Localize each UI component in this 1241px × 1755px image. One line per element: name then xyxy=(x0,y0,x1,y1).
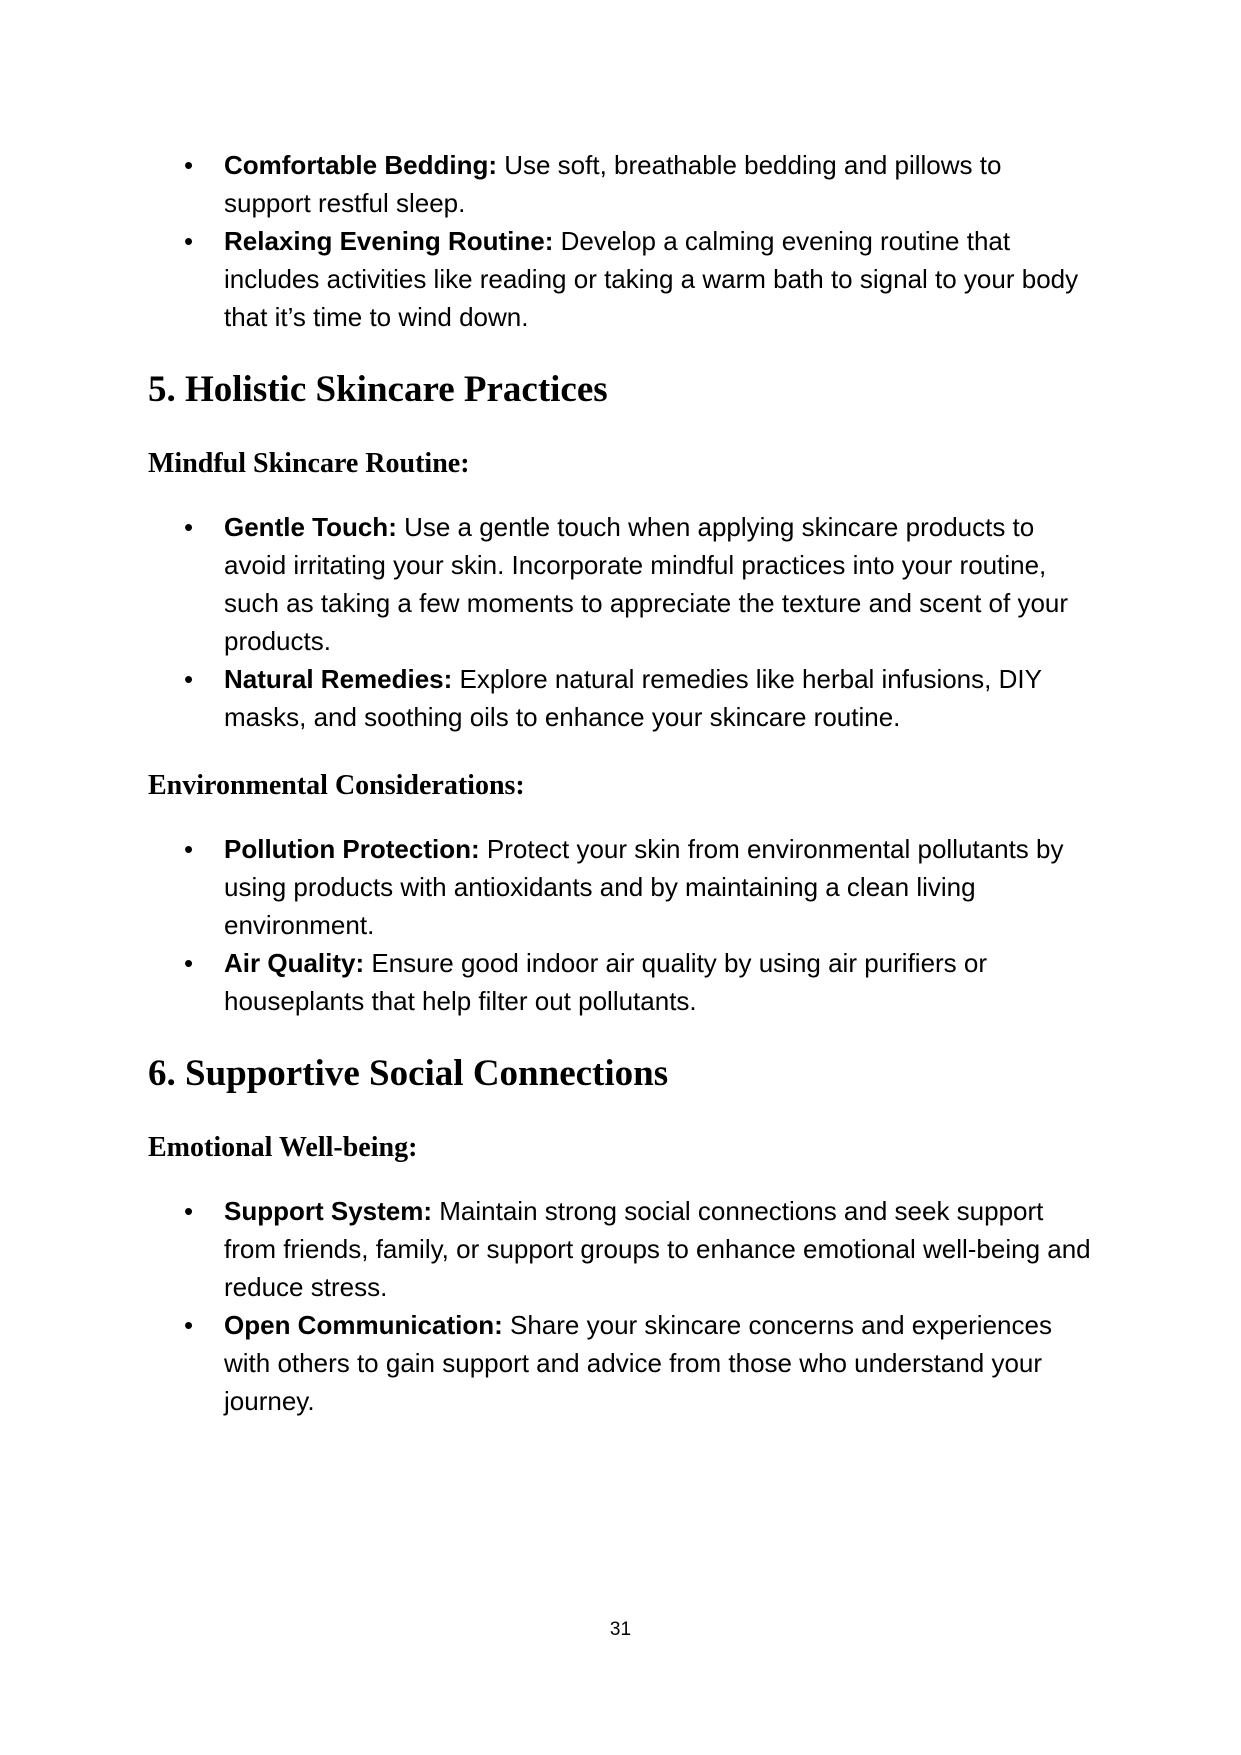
item-term: Support System: xyxy=(224,1196,433,1226)
item-text: Ensure good indoor air quality by using air purifiers or houseplants that help filter out pollutants. xyxy=(224,948,988,1016)
item-term: Gentle Touch: xyxy=(224,512,397,542)
emotional-wellbeing-heading: Emotional Well-being: xyxy=(148,1132,418,1163)
bullet-icon: • xyxy=(184,948,194,978)
item-text: Maintain strong social connections and seek support from friends, family, or support groups to enhance emotional well-being and reduce stress. xyxy=(224,1196,1091,1302)
list-item xyxy=(148,508,1093,660)
item-text: Use a gentle touch when applying skincare products to avoid irritating your skin. Incorporate mindful practices into your routine, such as taking a few moments to appreciate the texture and scent of your products. xyxy=(224,512,1069,656)
bullet-icon: • xyxy=(184,1196,194,1226)
environmental-list xyxy=(148,830,1093,1020)
bullet-icon: • xyxy=(184,1310,194,1340)
page-number: 31 xyxy=(609,1619,632,1640)
emotional-wellbeing-list xyxy=(148,1192,1093,1420)
list-item xyxy=(148,660,1093,736)
list-item xyxy=(148,1306,1093,1420)
item-text: Develop a calming evening routine that includes activities like reading or taking a warm bath to signal to your body that it’s time to wind down. xyxy=(224,226,1079,332)
bullet-icon: • xyxy=(184,226,194,256)
bullet-icon: • xyxy=(184,834,194,864)
list-item xyxy=(148,944,1093,1020)
item-term: Pollution Protection: xyxy=(224,834,480,864)
bullet-icon: • xyxy=(184,664,194,694)
bullet-icon: • xyxy=(184,150,194,180)
list-item xyxy=(148,1192,1093,1306)
item-text: Explore natural remedies like herbal infusions, DIY masks, and soothing oils to enhance your skincare routine. xyxy=(224,664,1042,732)
sleep-tips-list xyxy=(148,146,1093,336)
item-text: Use soft, breathable bedding and pillows to support restful sleep. xyxy=(224,150,1002,218)
mindful-skincare-heading: Mindful Skincare Routine: xyxy=(148,448,470,479)
item-term: Air Quality: xyxy=(224,948,365,978)
item-term: Relaxing Evening Routine: xyxy=(224,226,554,256)
section-6-heading: 6. Supportive Social Connections xyxy=(148,1053,669,1094)
section-5-heading: 5. Holistic Skincare Practices xyxy=(148,369,608,410)
list-item xyxy=(148,830,1093,944)
list-item xyxy=(148,146,1093,222)
list-item xyxy=(148,222,1093,336)
item-term: Open Communication: xyxy=(224,1310,503,1340)
item-term: Natural Remedies: xyxy=(224,664,453,694)
environmental-considerations-heading: Environmental Considerations: xyxy=(148,770,525,801)
item-term: Comfortable Bedding: xyxy=(224,150,497,180)
item-text: Protect your skin from environmental pollutants by using products with antioxidants and by maintaining a clean living environment. xyxy=(224,834,1064,940)
item-text: Share your skincare concerns and experiences with others to gain support and advice from those who understand your journey. xyxy=(224,1310,1052,1416)
mindful-skincare-list xyxy=(148,508,1093,736)
bullet-icon: • xyxy=(184,512,194,542)
